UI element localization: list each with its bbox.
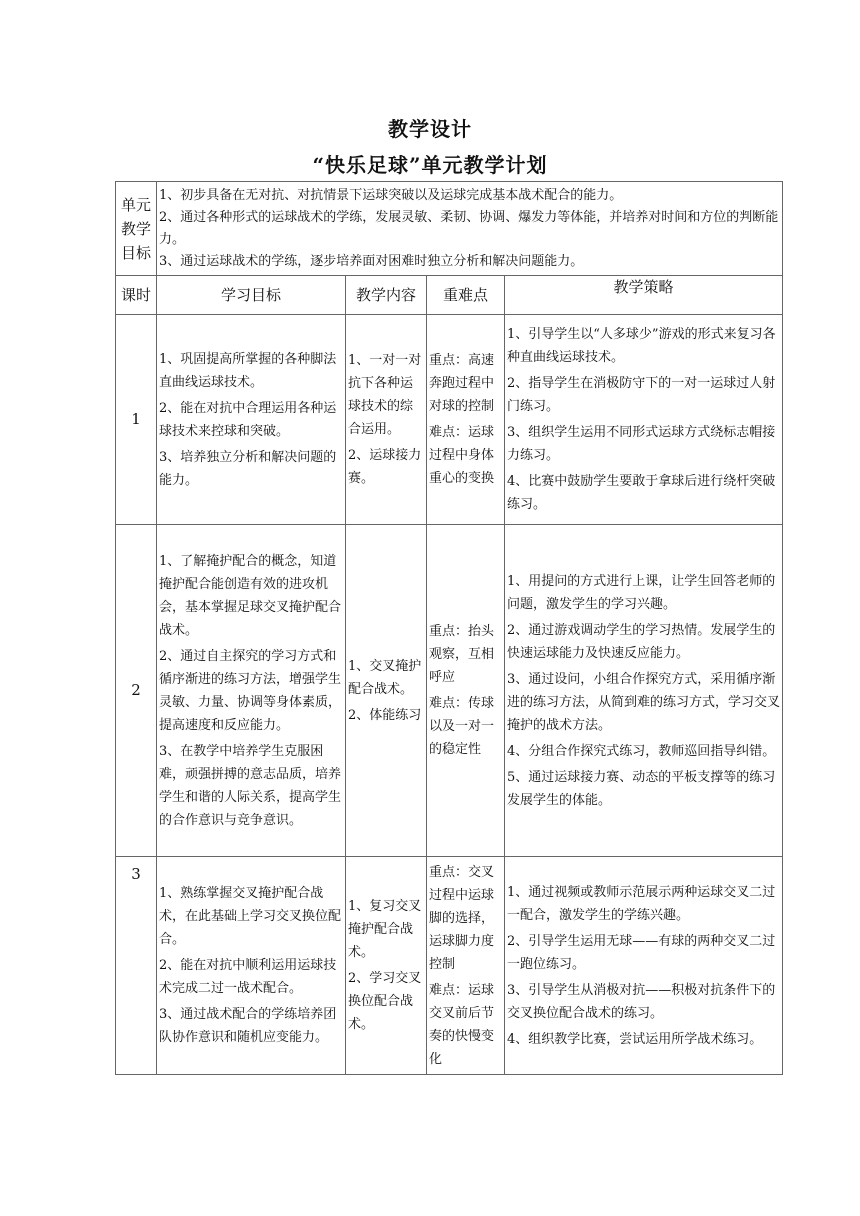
key-point-item: 重点：抬头观察，互相呼应 (429, 624, 495, 685)
objective-item: 2、能在对抗中顺利运用运球技术完成二过一战术配合。 (159, 958, 337, 996)
content-item: 2、运球接力赛。 (348, 448, 422, 486)
content-cell (346, 857, 427, 1075)
strategy-item: 1、通过视频或教师示范展示两种运球交叉二过一配合，激发学生的学练兴趣。 (507, 884, 776, 923)
objective-item: 3、在教学中培养学生克服困难，顽强拼搏的意志品质，培养学生和谐的人际关系，提高学生的合作意识与竞争意识。 (159, 743, 342, 828)
content-item: 2、体能练习 (348, 707, 422, 723)
lesson-number: 2 (116, 525, 157, 857)
objective-item: 1、巩固提高所掌握的各种脚法直曲线运球技术。 (159, 351, 337, 390)
header-strategy: 教学策略 (505, 276, 783, 315)
content-item: 1、一对一对抗下各种运球技术的综合运用。 (348, 353, 422, 437)
content-cell (346, 525, 427, 857)
lesson-number: 1 (116, 315, 157, 525)
objective-item: 1、了解掩护配合的概念，知道掩护配合能创造有效的进攻机会，基本掌握足球交叉掩护配合战术。 (159, 553, 342, 638)
header-lesson: 课时 (116, 276, 157, 315)
key-point-item: 重点：高速奔跑过程中对球的控制 (429, 353, 495, 414)
unit-goal-item: 2、通过各种形式的运球战术的学练，发展灵敏、柔韧、协调、爆发力等体能，并培养对时间和方位的判断能力。 (159, 209, 779, 247)
key-point-item: 重点：交叉过程中运球脚的选择，运球脚力度控制 (429, 864, 495, 972)
content-cell (346, 315, 427, 525)
strategy-item: 1、用提问的方式进行上课，让学生回答老师的问题，激发学生的学习兴趣。 (507, 573, 776, 612)
unit-goals-label: 单元教学目标 (116, 182, 157, 276)
strategy-item: 3、组织学生运用不同形式运球方式绕标志帽接力练习。 (507, 425, 776, 463)
objective-item: 3、培养独立分析和解决问题的能力。 (159, 449, 337, 488)
lesson-number: 3 (116, 857, 157, 1075)
key-point-item: 难点：传球以及一对一的稳定性 (429, 696, 495, 757)
key-points-cell (427, 315, 505, 525)
objectives-cell (157, 525, 346, 857)
objectives-cell (157, 857, 346, 1075)
unit-goals-row (116, 182, 783, 276)
strategy-item: 4、组织教学比赛，尝试运用所学战术练习。 (507, 1031, 763, 1047)
strategy-cell (505, 857, 783, 1075)
strategy-item: 3、引导学生从消极对抗——积极对抗条件下的交叉换位配合战术的练习。 (507, 982, 776, 1021)
strategy-item: 4、分组合作探究式练习，教师巡回指导纠错。 (507, 743, 776, 759)
page-title: 教学设计 (388, 117, 472, 141)
unit-goal-item: 1、初步具备在无对抗、对抗情景下运球突破以及运球完成基本战术配合的能力。 (159, 187, 623, 203)
table-row (116, 315, 783, 525)
strategy-item: 2、引导学生运用无球——有球的两种交叉二过一跑位练习。 (507, 933, 776, 972)
strategy-item: 1、引导学生以“人多球少”游戏的形式来复习各种直曲线运球技术。 (507, 327, 776, 365)
unit-plan-table (115, 181, 783, 1075)
header-row (116, 276, 783, 315)
strategy-item: 2、指导学生在消极防守下的一对一运球过人射门练习。 (507, 376, 776, 414)
objective-item: 3、通过战术配合的学练培养团队协作意识和随机应变能力。 (159, 1007, 337, 1045)
objective-item: 2、能在对抗中合理运用各种运球技术来控球和突破。 (159, 400, 337, 439)
unit-goal-item: 3、通过运球战术的学练，逐步培养面对困难时独立分析和解决问题能力。 (159, 253, 584, 269)
key-point-item: 难点：运球过程中身体重心的变换 (429, 425, 495, 486)
strategy-item: 3、通过设问，小组合作探究方式，采用循序渐进的练习方法，从简到难的练习方式，学习交叉掩护的战术方法。 (507, 671, 781, 733)
strategy-cell (505, 525, 783, 857)
strategy-item: 4、比赛中鼓励学生要敢于拿球后进行绕杆突破练习。 (507, 474, 776, 512)
table-row (116, 525, 783, 857)
header-content: 教学内容 (346, 276, 427, 315)
strategy-item: 5、通过运球接力赛、动态的平板支撑等的练习发展学生的体能。 (507, 769, 776, 808)
table-row (116, 857, 783, 1075)
strategy-item: 2、通过游戏调动学生的学习热情。发展学生的快速运球能力及快速反应能力。 (507, 622, 776, 661)
content-item: 1、复习交叉掩护配合战术。 (348, 899, 422, 960)
key-points-cell (427, 525, 505, 857)
content-item: 2、学习交叉换位配合战术。 (348, 971, 422, 1032)
objective-item: 2、通过自主探究的学习方式和循序渐进的练习方法，增强学生灵敏、力量、协调等身体素质，提高速度和反应能力。 (159, 648, 342, 733)
content-item: 1、交叉掩护配合战术。 (348, 658, 422, 697)
key-points-cell (427, 857, 505, 1075)
header-key-points: 重难点 (427, 276, 505, 315)
key-point-item: 难点：运球交叉前后节奏的快慢变化 (429, 982, 495, 1067)
unit-goals-list (157, 182, 783, 276)
header-objectives: 学习目标 (157, 276, 346, 315)
objective-item: 1、熟练掌握交叉掩护配合战术，在此基础上学习交叉换位配合。 (159, 886, 342, 947)
page-subtitle: “快乐足球”单元教学计划 (312, 153, 548, 177)
objectives-cell (157, 315, 346, 525)
strategy-cell (505, 315, 783, 525)
